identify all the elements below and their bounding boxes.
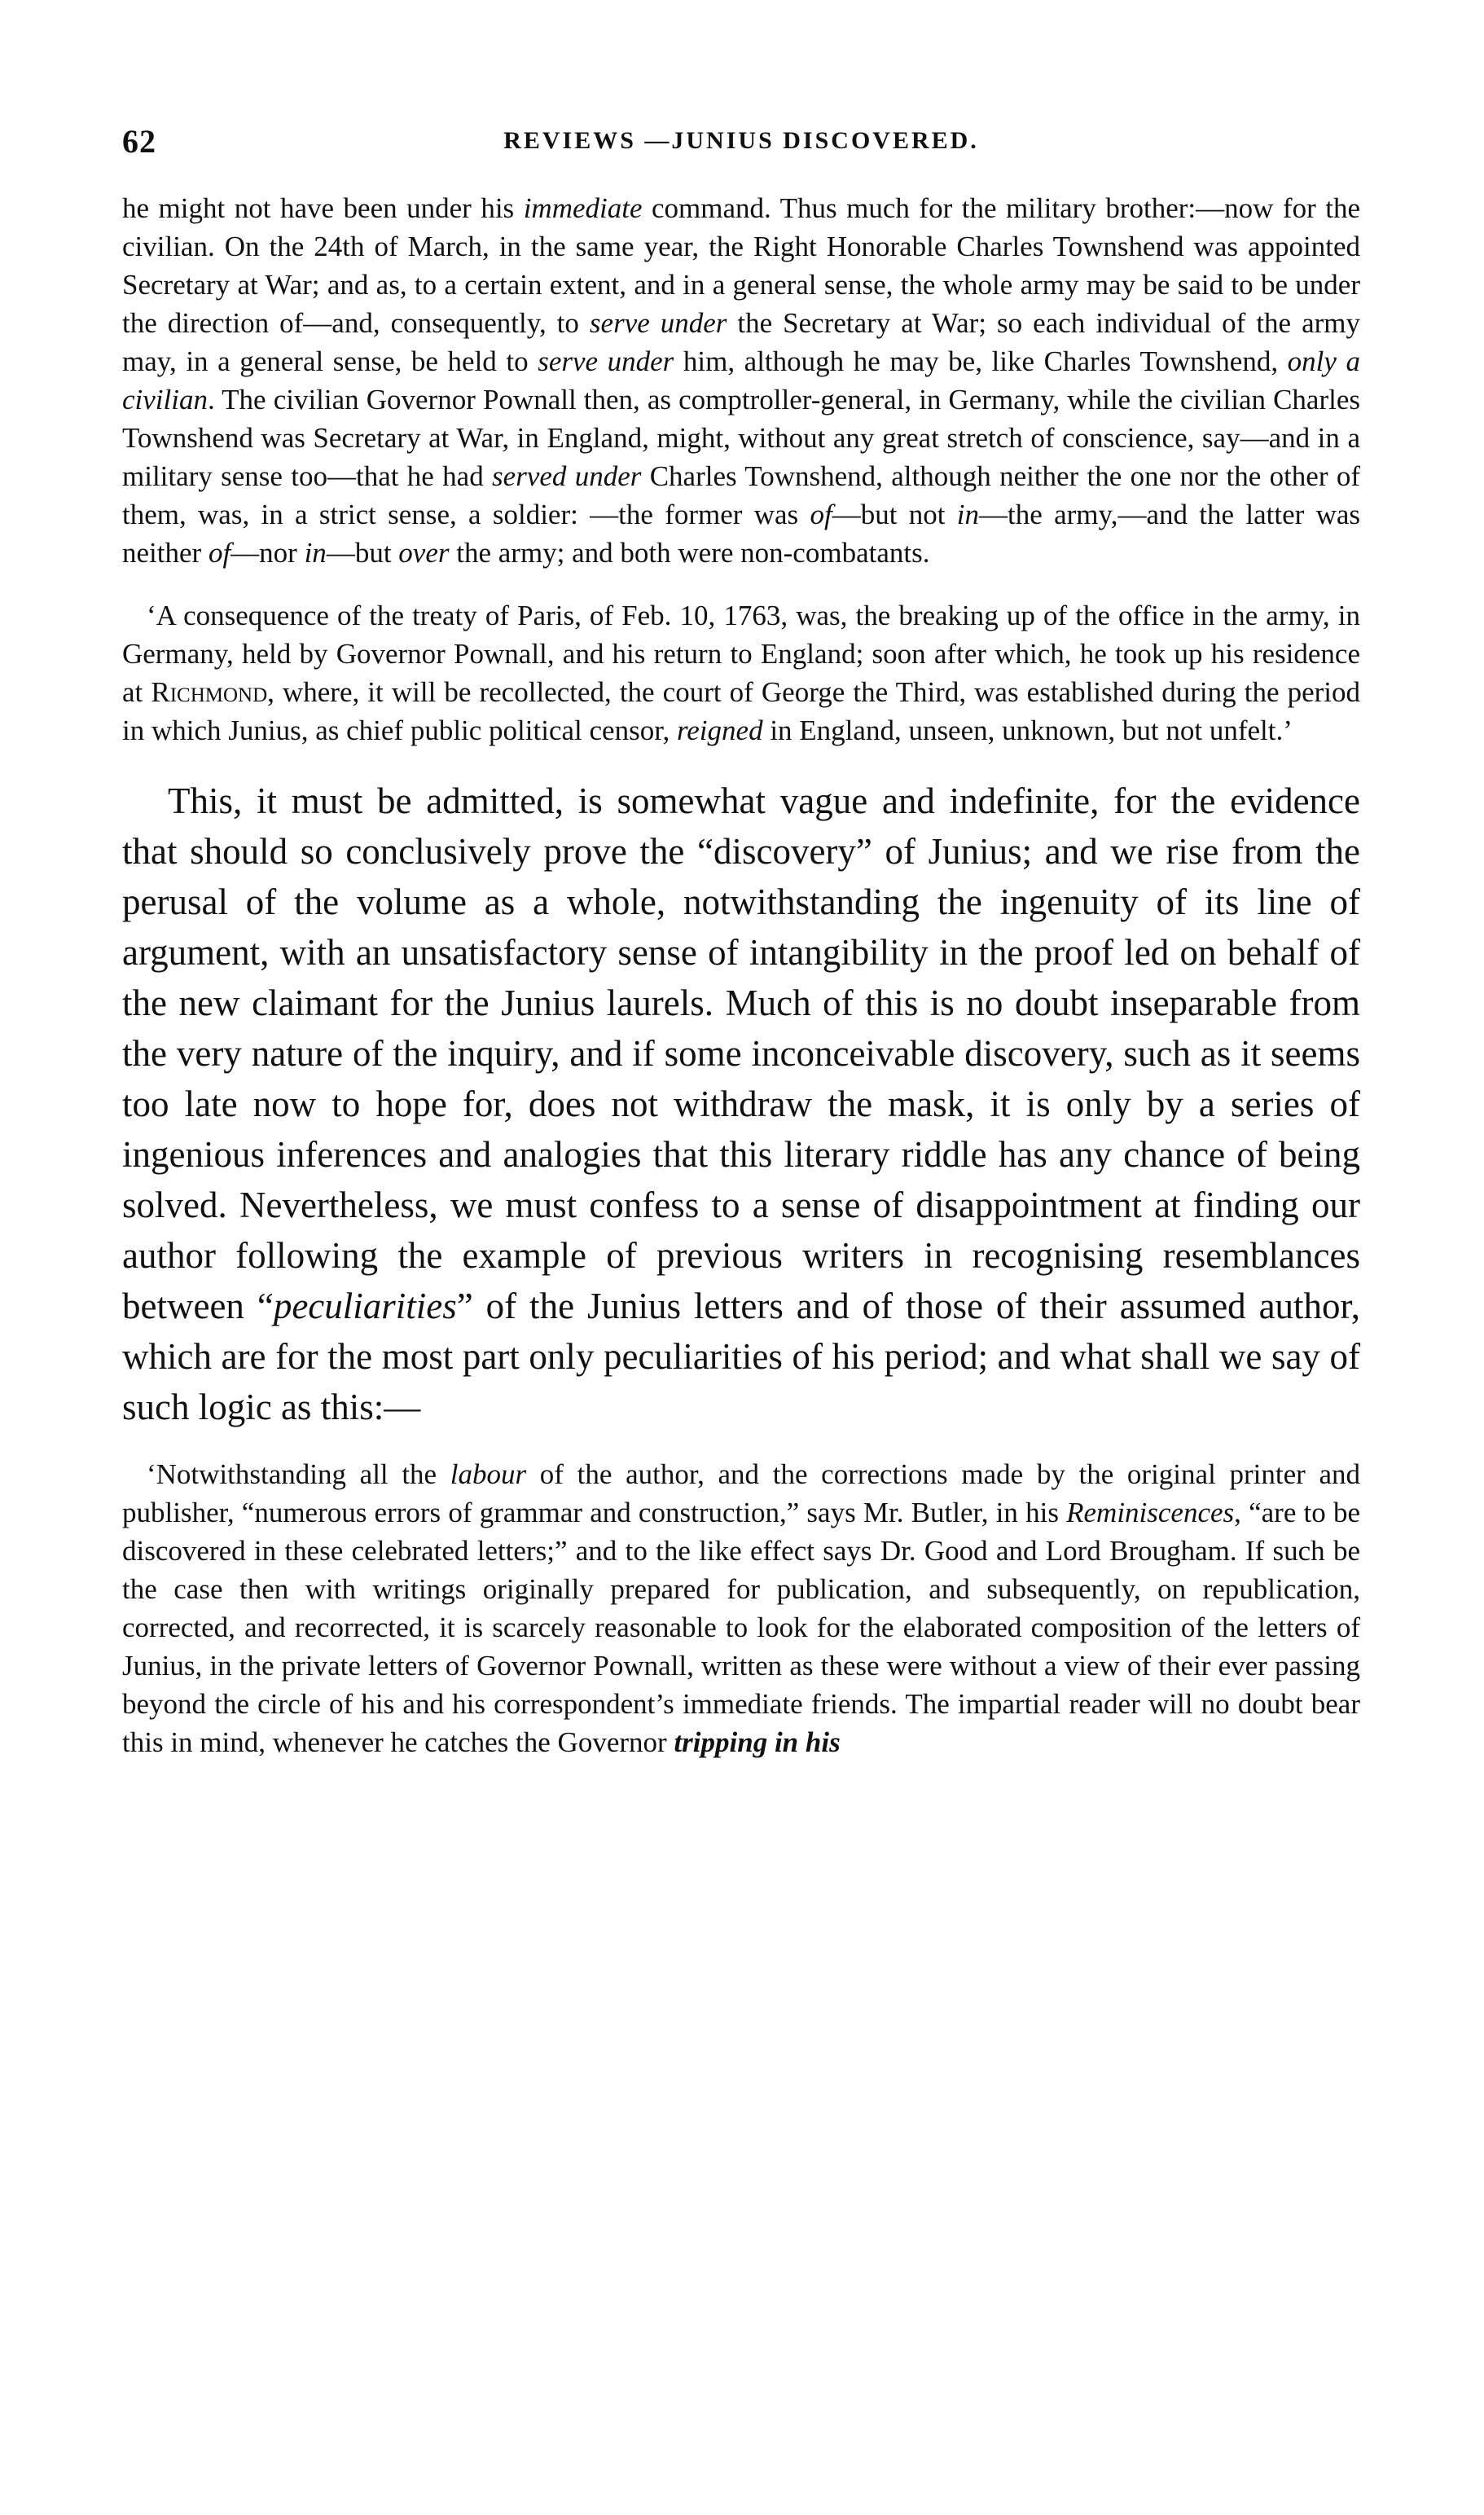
book-page [122,122,1360,1761]
continued-quotation-paragraph: he might not have been under his immediate command. Thus much for the military brother:—now for the civilian. On the 24th of March, in the same year, the Right Honorable Charles Townshend was appointed Secretary at War; and as, to a certain extent, and in a general sense, the whole army may be said to be under the direction of—and, consequently, to serve under the Secretary at War; so each individual of the army may, in a general sense, be held to serve under him, although he may be, like Charles Townshend, only a civilian. The civilian Governor Pownall then, as comptroller-general, in Germany, while the civilian Charles Townshend was Secretary at War, in England, might, without any great stretch of conscience, say—and in a military sense too—that he had served under Charles Townshend, although neither the one nor the other of them, was, in a strict sense, a soldier: —the former was of—but not in—the army,—and the latter was neither of—nor in—but over the army; and both were non-combatants. [122,192,1360,569]
quotation-paragraph-treaty-of-paris: ‘A consequence of the treaty of Paris, of Feb. 10, 1763, was, the breaking up of the office in the army, in Germany, held by Governor Pownall, and his return to England; soon after which, he took up his residence at Richmond, where, it will be recollected, the court of George the Third, was established during the period in which Junius, as chief public political censor, reigned in England, unseen, unknown, but not unfelt.’ [122,600,1360,746]
page-number: 62 [122,123,156,160]
quotation-paragraph-errors-of-grammar: ‘Notwithstanding all the labour of the author, and the corrections made by the original printer and publisher, “numerous errors of grammar and construction,” says Mr. Butler, in his Reminiscences, “are to be discovered in these celebrated letters;” and to the like effect says Dr. Good and Lord Brougham. If such be the case then with writings originally prepared for publication, and subsequently, on republication, corrected, and recorrected, it is scarcely reasonable to look for the elaborated composition of the letters of Junius, in the private letters of Governor Pownall, written as these were without a view of their ever passing beyond the circle of his and his correspondent’s immediate friends. The impartial reader will no doubt bear this in mind, whenever he catches the Governor tripping in his [122,1458,1360,1758]
running-head: REVIEWS —JUNIUS DISCOVERED. [503,127,979,154]
page-header [122,122,1360,171]
review-commentary-paragraph: This, it must be admitted, is somewhat vague and indefinite, for the evidence that should so conclusively prove the “discovery” of Junius; and we rise from the perusal of the volume as a whole, notwithstanding the ingenuity of its line of argument, with an unsatisfactory sense of intangibility in the proof led on behalf of the new claimant for the Junius laurels. Much of this is no doubt inseparable from the very nature of the inquiry, and if some inconceivable discovery, such as it seems too late now to hope for, does not withdraw the mask, it is only by a series of ingenious inferences and analogies that this literary riddle has any chance of being solved. Nevertheless, we must confess to a sense of disappointment at finding our author following the example of previous writers in recognising resemblances between “peculiarities” of the Junius letters and of those of their assumed author, which are for the most part only peculiarities of his period; and what shall we say of such logic as this:— [122,780,1360,1427]
